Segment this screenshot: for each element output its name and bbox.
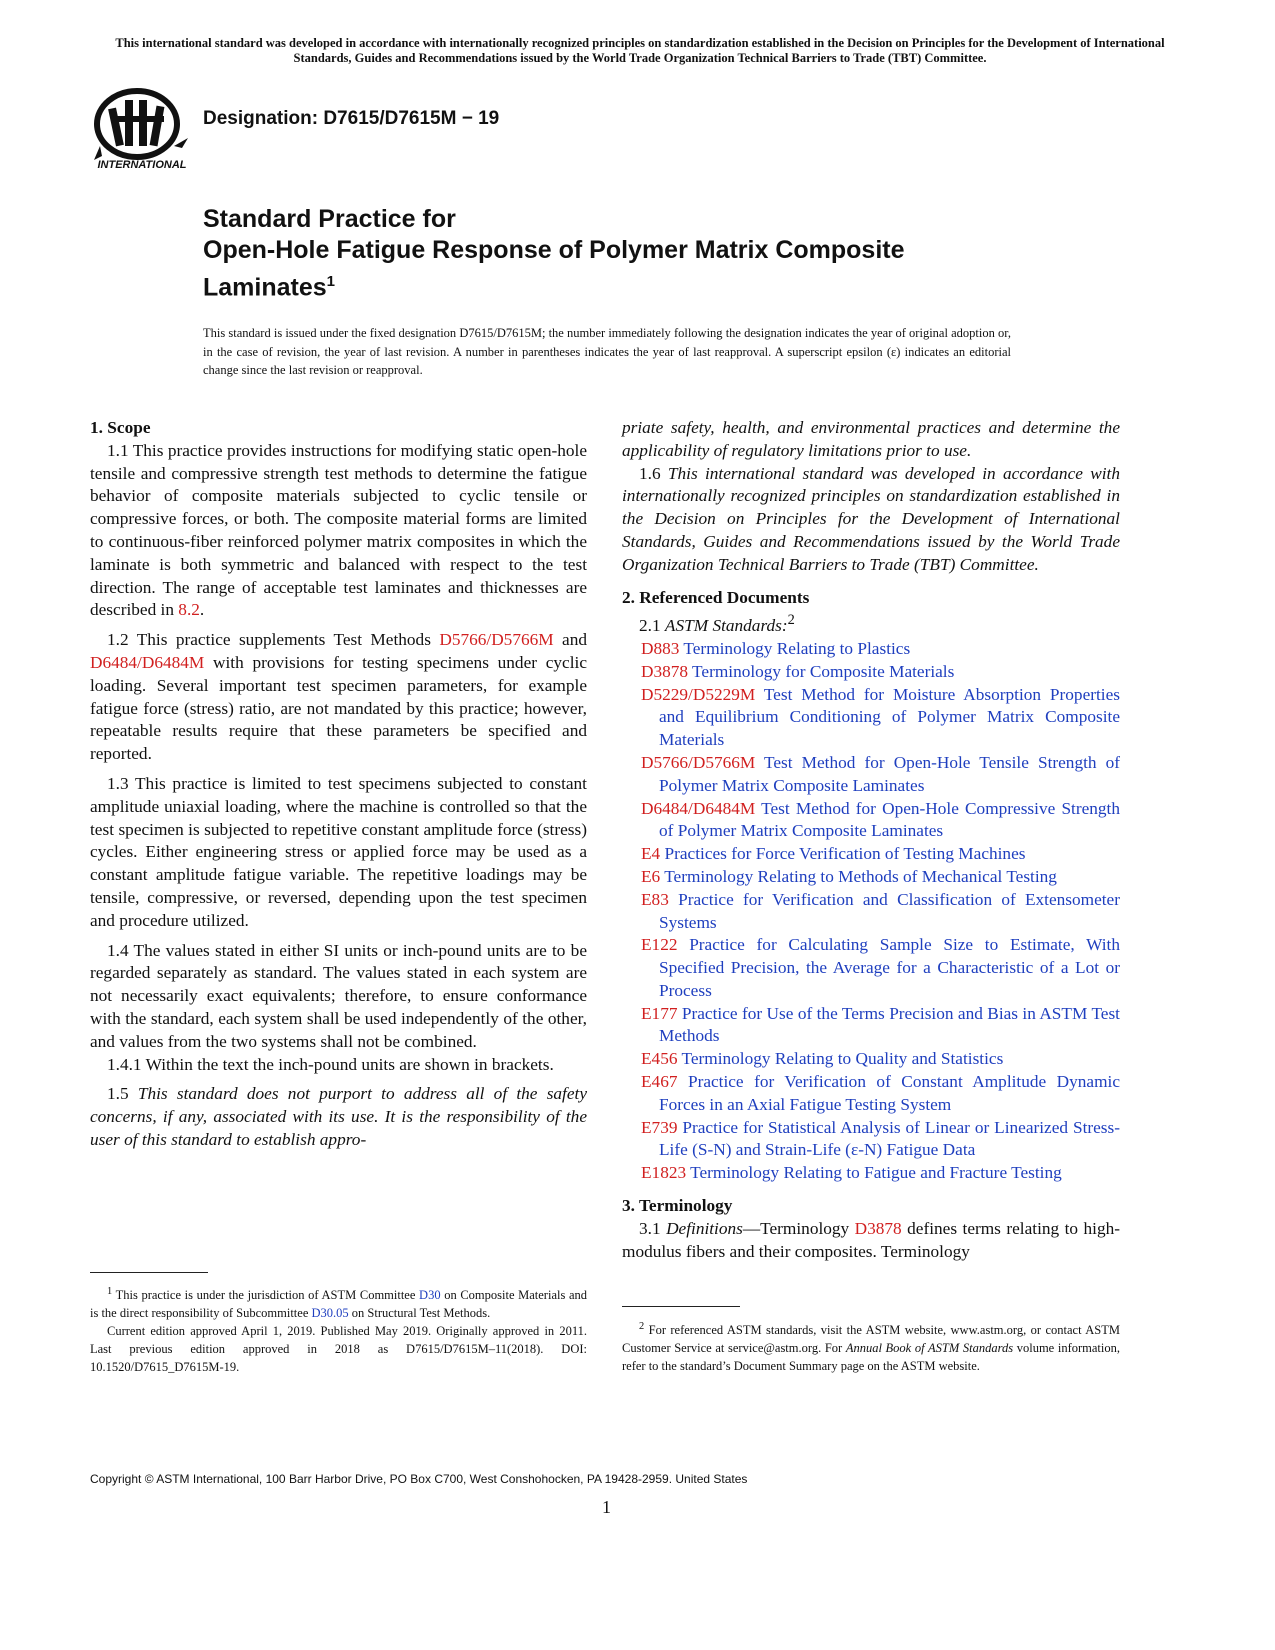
section-heading-scope: 1. Scope bbox=[90, 418, 151, 437]
reference-item[interactable] bbox=[622, 1162, 1120, 1185]
reference-title[interactable]: Terminology Relating to Fatigue and Fracture Testing bbox=[686, 1163, 1062, 1183]
reference-item[interactable] bbox=[622, 798, 1120, 844]
reference-code[interactable]: D3878 bbox=[641, 661, 689, 681]
referenced-documents-list bbox=[622, 638, 1120, 1185]
footnote-divider-right bbox=[622, 1306, 740, 1307]
reference-item[interactable] bbox=[622, 866, 1120, 889]
reference-item[interactable] bbox=[622, 1071, 1120, 1117]
reference-code[interactable]: E83 bbox=[641, 889, 669, 909]
paragraph-3-1: 3.1 Definitions—Terminology D3878 defines terms relating to high-modulus fibers and their composites. Terminology bbox=[622, 1218, 1120, 1261]
footnote-2: $^2$ For referenced ASTM standards, visit the ASTM website, www.astm.org, or contact ASTM Customer Service at service@astm.org. For Annual Book of ASTM Standards volume information, refer to the standard’s Document Summary page on the ASTM website. bbox=[622, 1321, 1120, 1374]
footnotes-right bbox=[622, 1318, 1120, 1375]
link-d6484[interactable]: D6484/D6484M bbox=[90, 652, 205, 672]
link-d30-05[interactable]: D30.05 bbox=[311, 1306, 349, 1321]
page-number: 1 bbox=[602, 1497, 611, 1517]
astm-standards-subheading: 2.1 ASTM Standards:$^2$ bbox=[639, 612, 795, 636]
reference-item[interactable] bbox=[622, 752, 1120, 798]
paragraph-1-5: 1.5 This standard does not purport to address all of the safety concerns, if any, associated with its use. It is the responsibility of the user of this standard to establish appro- bbox=[90, 1084, 588, 1149]
reference-code[interactable]: D5766/D5766M bbox=[641, 752, 756, 772]
issued-note: This standard is issued under the fixed designation D7615/D7615M; the number immediately following the designation indicates the year of original adoption or, in the case of revision, the year of last revision. A number in parentheses indicates the year of last reapproval. A superscript epsilon (ε) indicates an editorial change since the last revision or reapproval. bbox=[203, 326, 1011, 377]
reference-title[interactable]: Practices for Force Verification of Testing Machines bbox=[660, 844, 1026, 864]
paragraph-1-6: 1.6 This international standard was developed in accordance with internationally recognized principles on standardization established in the Decision on Principles for the Development of International Standards, Guides and Recommendations issued by the World Trade Organization Technical Barriers to Trade (TBT) Committee. bbox=[622, 463, 1120, 574]
link-d3878-terminology[interactable]: D3878 bbox=[854, 1218, 902, 1238]
reference-code[interactable]: E456 bbox=[641, 1049, 678, 1069]
reference-title[interactable]: Terminology Relating to Plastics bbox=[679, 638, 911, 658]
reference-code[interactable]: E739 bbox=[641, 1117, 678, 1137]
top-notice: This international standard was developed in accordance with internationally recognized principles on standardization established in the Decision on Principles for the Development of International Standards, Guides and Recommendations issued by the World Trade Organization Technical Barriers to Trade (TBT) Committee. bbox=[115, 36, 1165, 65]
reference-item[interactable] bbox=[622, 661, 1120, 684]
reference-code[interactable]: E122 bbox=[641, 935, 678, 955]
reference-title[interactable]: Practice for Calculating Sample Size to Estimate, With Specified Precision, the Average for a Characteristic of a Lot or Process bbox=[659, 935, 1120, 1000]
reference-item[interactable] bbox=[622, 684, 1120, 752]
footnote-1: $^1$ This practice is under the jurisdiction of ASTM Committee D30 on Composite Materials and is the direct responsibility of Subcommittee D30.05 on Structural Test Methods. bbox=[90, 1286, 588, 1321]
document-title bbox=[203, 204, 1103, 303]
reference-title[interactable]: Test Method for Moisture Absorption Properties and Equilibrium Conditioning of Polymer Matrix Composite Materials bbox=[659, 684, 1120, 750]
title-line-3: Laminates$^1$ bbox=[203, 273, 336, 302]
svg-text:INTERNATIONAL: INTERNATIONAL bbox=[97, 159, 187, 171]
link-d30[interactable]: D30 bbox=[419, 1288, 441, 1303]
link-8-2[interactable]: 8.2 bbox=[178, 600, 200, 620]
astm-logo bbox=[92, 86, 192, 172]
paragraph-1-1: 1.1 This practice provides instructions for modifying static open-hole tensile and compressive strength test methods to determine the fatigue behavior of composite materials subjected to cyclic tensile or compressive forces, or both. The composite material forms are limited to continuous-fiber reinforced polymer matrix composites in which the laminate is both symmetric and balanced with respect to the test direction. The range of acceptable test laminates and thicknesses are described in 8.2. bbox=[90, 440, 587, 620]
paragraph-1-4-1: 1.4.1 Within the text the inch-pound units are shown in brackets. bbox=[107, 1054, 554, 1074]
reference-item[interactable] bbox=[622, 1048, 1120, 1071]
title-line-2: Open-Hole Fatigue Response of Polymer Matrix Composite bbox=[203, 236, 905, 264]
reference-code[interactable]: D883 bbox=[641, 638, 680, 658]
paragraph-1-4: 1.4 The values stated in either SI units or inch-pound units are to be regarded separately as standard. The values stated in each system are not necessarily exact equivalents; therefore, to ensure conformance with the standard, each system shall be used independently of the other, and values from the two systems shall not be combined. bbox=[90, 940, 587, 1051]
designation: Designation: D7615/D7615M − 19 bbox=[203, 108, 500, 129]
reference-title[interactable]: Practice for Use of the Terms Precision and Bias in ASTM Test Methods bbox=[659, 1003, 1120, 1046]
reference-title[interactable]: Practice for Verification and Classification of Extensometer Systems bbox=[659, 889, 1120, 932]
reference-item[interactable] bbox=[622, 934, 1120, 1002]
astm-logo-icon bbox=[92, 86, 192, 172]
reference-code[interactable]: E1823 bbox=[641, 1163, 687, 1183]
section-heading-referenced-documents: 2. Referenced Documents bbox=[622, 587, 810, 607]
reference-item[interactable] bbox=[622, 638, 1120, 661]
footnote-mark-1[interactable]: 1 bbox=[326, 273, 336, 290]
left-column bbox=[90, 417, 587, 1152]
reference-item[interactable] bbox=[622, 889, 1120, 935]
edition-note: Current edition approved April 1, 2019. Published May 2019. Originally approved in 2011. Last previous edition approved in 2018 as D7615/D7615M–11(2018). DOI: 10.1520/D7615_D7615M-19. bbox=[90, 1324, 587, 1375]
copyright: Copyright © ASTM International, 100 Barr Harbor Drive, PO Box C700, West Conshohocken, PA 19428-2959. United States bbox=[90, 1472, 748, 1486]
reference-item[interactable] bbox=[622, 1117, 1120, 1163]
section-heading-terminology: 3. Terminology bbox=[622, 1196, 733, 1216]
footnotes-left bbox=[90, 1283, 587, 1376]
right-column bbox=[622, 417, 1120, 1263]
footnote-divider-left bbox=[90, 1272, 208, 1273]
title-line-1: Standard Practice for bbox=[203, 205, 456, 233]
reference-title[interactable]: Terminology Relating to Quality and Statistics bbox=[677, 1049, 1004, 1069]
reference-title[interactable]: Practice for Verification of Constant Amplitude Dynamic Forces in an Axial Fatigue Testing System bbox=[659, 1072, 1120, 1114]
paragraph-1-3: 1.3 This practice is limited to test specimens subjected to constant amplitude uniaxial loading, where the machine is controlled so that the test specimen is subjected to repetitive constant amplitude force (stress) cycles. Either engineering stress or applied force may be used as a constant amplitude fatigue variable. The repetitive loadings may be tensile, compressive, or reversed, depending upon the test specimen and procedure utilized. bbox=[90, 773, 587, 930]
reference-title[interactable]: Terminology for Composite Materials bbox=[688, 661, 955, 681]
reference-code[interactable]: D5229/D5229M bbox=[641, 684, 756, 704]
reference-title[interactable]: Terminology Relating to Methods of Mechanical Testing bbox=[660, 866, 1057, 886]
paragraph-1-5-continued: priate safety, health, and environmental practices and determine the applicability of regulatory limitations prior to use. bbox=[622, 418, 1120, 460]
reference-item[interactable] bbox=[622, 1003, 1120, 1049]
reference-title[interactable]: Practice for Statistical Analysis of Linear or Linearized Stress-Life (S-N) and Strain-Life (ε-N) Fatigue Data bbox=[659, 1117, 1120, 1160]
reference-code[interactable]: E467 bbox=[641, 1072, 678, 1092]
reference-item[interactable] bbox=[622, 843, 1120, 866]
reference-title[interactable]: Test Method for Open-Hole Tensile Strength of Polymer Matrix Composite Laminates bbox=[659, 752, 1120, 795]
reference-code[interactable]: E6 bbox=[641, 866, 661, 886]
reference-code[interactable]: D6484/D6484M bbox=[641, 798, 756, 818]
reference-title[interactable]: Test Method for Open-Hole Compressive Strength of Polymer Matrix Composite Laminates bbox=[659, 798, 1120, 841]
reference-code[interactable]: E4 bbox=[641, 844, 661, 864]
paragraph-1-2: 1.2 This practice supplements Test Methods D5766/D5766M and D6484/D6484M with provisions for testing specimens under cyclic loading. Several important test specimen parameters, for example fatigue force (stress) ratio, are not mandated by this practice; however, repeatable results require that these parameters be specified and reported. bbox=[90, 630, 587, 764]
link-d5766[interactable]: D5766/D5766M bbox=[439, 630, 554, 650]
reference-code[interactable]: E177 bbox=[641, 1003, 678, 1023]
